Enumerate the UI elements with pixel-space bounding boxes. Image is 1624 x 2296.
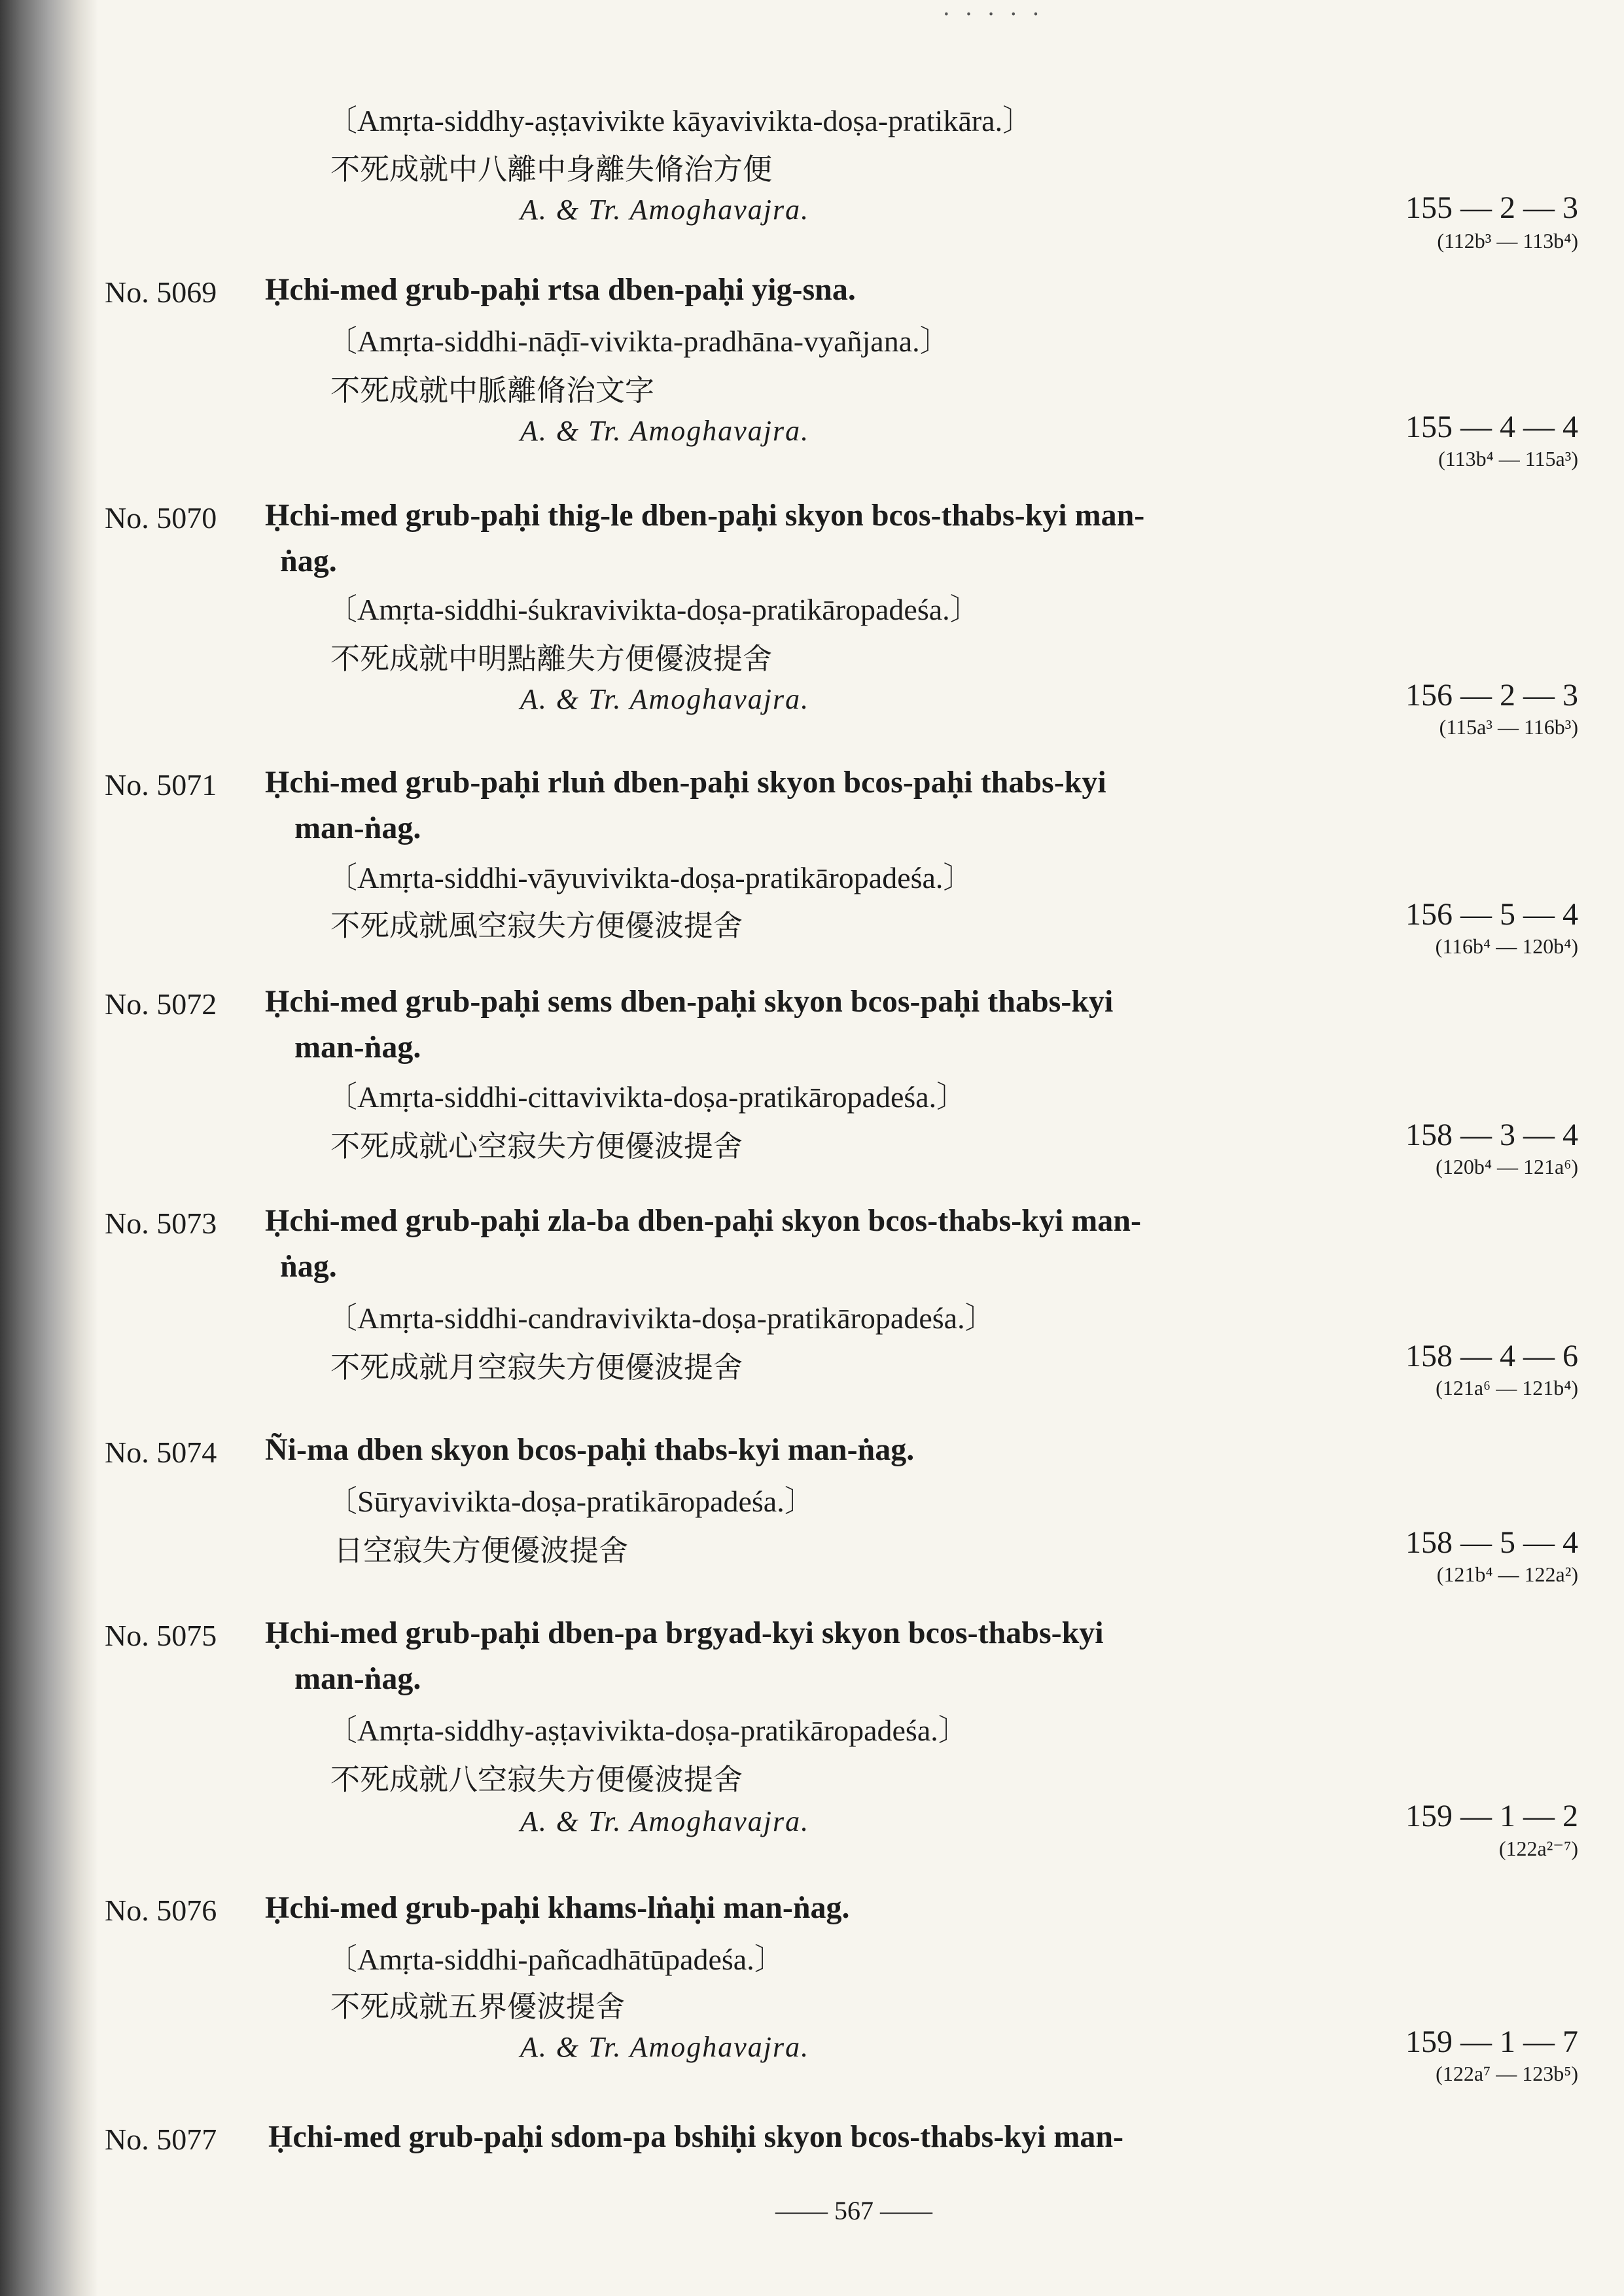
entry-translator: A. & Tr. Amoghavajra. [520, 1805, 810, 1837]
continuation-translator: A. & Tr. Amoghavajra. [520, 194, 810, 226]
entry-number: No. 5074 [105, 1436, 217, 1469]
entry-ref: 159 — 1 — 2 [1405, 1799, 1578, 1833]
entry-ref: 156 — 5 — 4 [1405, 897, 1578, 932]
entry-ref: 158 — 3 — 4 [1405, 1118, 1578, 1152]
entry-chinese: 不死成就中明點離失方便優波提舍 [330, 641, 773, 676]
entry-number: No. 5072 [105, 987, 217, 1021]
entry-title-continued: ṅag. [280, 1249, 337, 1284]
entry-ref: 156 — 2 — 3 [1405, 678, 1578, 713]
entry-title: Ḥchi-med grub-paḥi khams-lṅaḥi man-ṅag. [265, 1890, 850, 1925]
entry-title-continued: man-ṅag. [294, 1030, 421, 1065]
entry-chinese: 不死成就風空寂失方便優波提舍 [330, 908, 743, 943]
entry-folio: (122a²⁻⁷) [1498, 1837, 1578, 1860]
entry-chinese: 不死成就八空寂失方便優波提舍 [330, 1762, 743, 1797]
entry-ref: 159 — 1 — 7 [1405, 2024, 1578, 2059]
continuation-sanskrit: 〔Amṛta-siddhy-aṣṭavivikte kāyavivikta-doṣa-pratikāra.〕 [327, 104, 1033, 137]
entry-title: Ḥchi-med grub-paḥi zla-ba dben-paḥi skyon bcos-thabs-kyi man- [265, 1203, 1141, 1238]
entry-ref: 155 — 4 — 4 [1405, 410, 1578, 444]
entry-ref: 158 — 4 — 6 [1405, 1339, 1578, 1373]
entry-chinese: 不死成就月空寂失方便優波提舍 [330, 1350, 743, 1385]
entry-title: Ḥchi-med grub-paḥi rtsa dben-paḥi yig-sna. [265, 272, 856, 307]
entry-chinese: 不死成就心空寂失方便優波提舍 [330, 1129, 743, 1163]
entry-sanskrit: 〔Amṛta-siddhi-cittavivikta-doṣa-pratikāropadeśa.〕 [327, 1080, 967, 1114]
entry-number: No. 5075 [105, 1619, 217, 1652]
entry-folio: (120b⁴ — 121a⁶) [1436, 1155, 1578, 1178]
header-fragment: · · · · · [942, 1, 1044, 26]
entry-translator: A. & Tr. Amoghavajra. [520, 415, 810, 447]
entry-folio: (113b⁴ — 115a³) [1438, 447, 1578, 470]
entry-title-continued: man-ṅag. [294, 1661, 421, 1696]
entry-sanskrit: 〔Amṛta-siddhi-śukravivikta-doṣa-pratikāropadeśa.〕 [327, 593, 980, 626]
entry-ref: 158 — 5 — 4 [1405, 1525, 1578, 1560]
entry-sanskrit: 〔Amṛta-siddhi-candravivikta-doṣa-pratikāropadeśa.〕 [327, 1301, 995, 1335]
entry-sanskrit: 〔Amṛta-siddhi-vāyuvivikta-doṣa-pratikāropadeśa.〕 [327, 861, 974, 894]
continuation-chinese: 不死成就中八離中身離失脩治方便 [330, 152, 773, 186]
entry-title-continued: man-ṅag. [294, 811, 421, 845]
entry-number: No. 5076 [105, 1894, 217, 1927]
entry-sanskrit: 〔Sūryavivikta-doṣa-pratikāropadeśa.〕 [327, 1485, 815, 1518]
entry-number: No. 5071 [105, 768, 217, 802]
entry-title-continued: ṅag. [280, 544, 337, 578]
entry-translator: A. & Tr. Amoghavajra. [520, 683, 810, 715]
entry-number: No. 5070 [105, 501, 217, 535]
continuation-folio: (112b³ — 113b⁴) [1437, 229, 1578, 253]
entry-folio: (122a⁷ — 123b⁵) [1436, 2062, 1578, 2085]
page-number: —— 567 —— [775, 2196, 932, 2225]
entry-title: Ḥchi-med grub-paḥi sems dben-paḥi skyon bcos-paḥi thabs-kyi [265, 984, 1114, 1019]
entry-number: No. 5077 [105, 2123, 217, 2156]
entry-sanskrit: 〔Amṛta-siddhi-pañcadhātūpadeśa.〕 [327, 1943, 785, 1976]
entry-sanskrit: 〔Amṛta-siddhi-nāḍī-vivikta-pradhāna-vyañjana.〕 [327, 325, 950, 358]
entry-title: Ḥchi-med grub-paḥi sdom-pa bshiḥi skyon bcos-thabs-kyi man- [268, 2119, 1123, 2154]
entry-folio: (115a³ — 116b³) [1439, 715, 1578, 739]
entry-chinese: 日空寂失方便優波提舍 [334, 1533, 629, 1568]
entry-title: Ḥchi-med grub-paḥi dben-pa brgyad-kyi skyon bcos-thabs-kyi [265, 1616, 1104, 1650]
entry-title: Ḥchi-med grub-paḥi thig-le dben-paḥi skyon bcos-thabs-kyi man- [265, 498, 1145, 533]
entry-chinese: 不死成就中脈離脩治文字 [330, 373, 655, 408]
entry-title: Ñi-ma dben skyon bcos-paḥi thabs-kyi man-ṅag. [265, 1432, 915, 1467]
entry-folio: (121b⁴ — 122a²) [1436, 1563, 1578, 1586]
entry-number: No. 5069 [105, 275, 217, 309]
entry-chinese: 不死成就五界優波提舍 [330, 1989, 626, 2024]
continuation-ref: 155 — 2 — 3 [1405, 190, 1578, 225]
entry-folio: (121a⁶ — 121b⁴) [1436, 1376, 1578, 1400]
entry-sanskrit: 〔Amṛta-siddhy-aṣṭavivikta-doṣa-pratikāropadeśa.〕 [327, 1714, 968, 1747]
entry-translator: A. & Tr. Amoghavajra. [520, 2031, 810, 2063]
entry-number: No. 5073 [105, 1207, 217, 1240]
entry-title: Ḥchi-med grub-paḥi rluṅ dben-paḥi skyon bcos-paḥi thabs-kyi [265, 765, 1106, 800]
entry-folio: (116b⁴ — 120b⁴) [1435, 934, 1578, 958]
